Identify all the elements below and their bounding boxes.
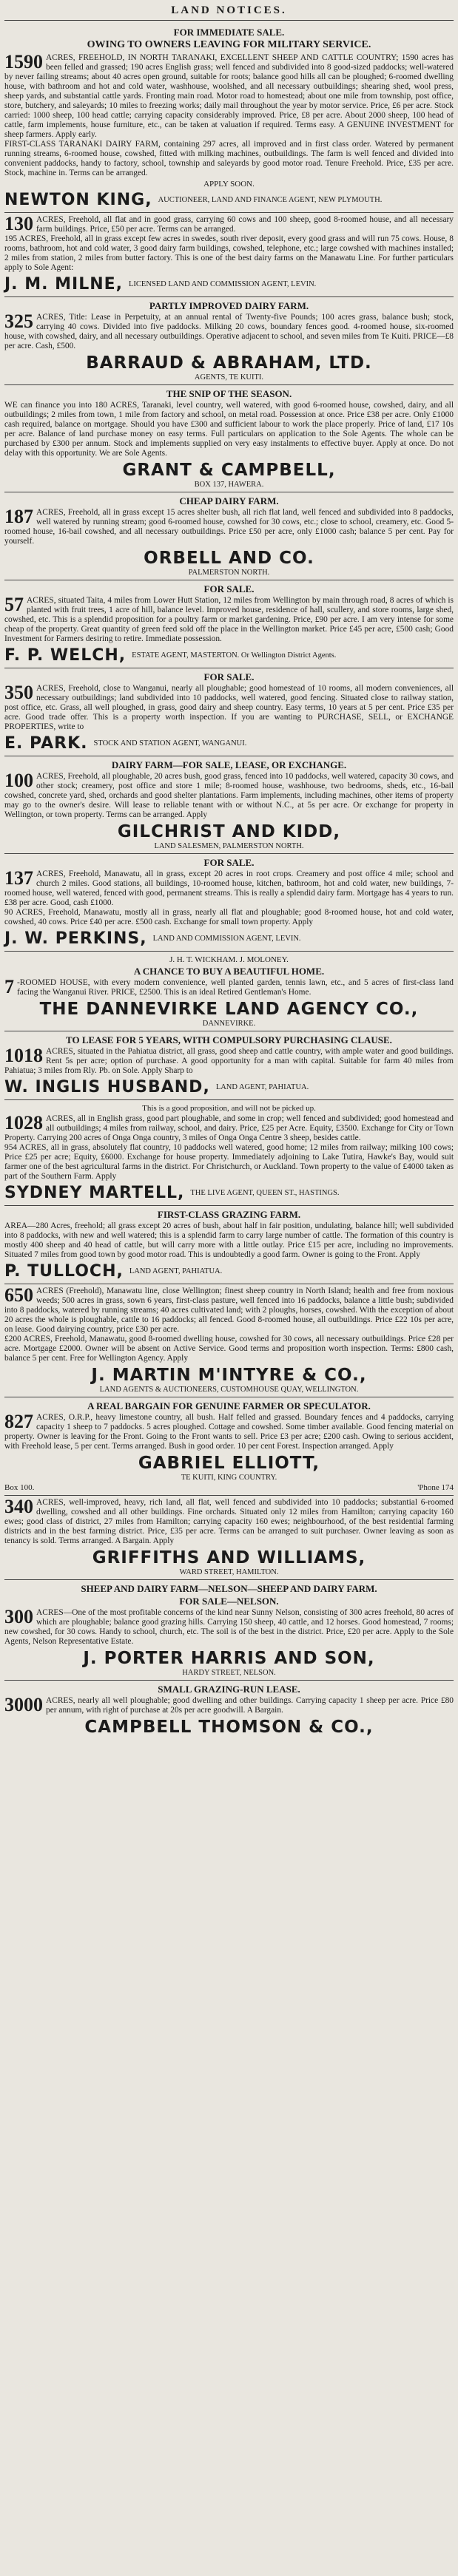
ad-cheap-dairy xyxy=(4,492,454,580)
ad-contact: APPLY SOON. xyxy=(203,180,255,189)
ad-body: 650 ACRES (Freehold), Manawatu line, close Wellington; finest sheep country in North Island; health and free from noxious weeds; 500 acres in grass, sown 6 years, first-class pasture, well fenced into 16 paddocks, balance a little bush; subdivided into 8 paddocks, watered by running streams; 40 acres cultivated land; with 2 ploughs, horses, cowshed. With the exception of about 20 acres the whole is ploughable, cattle to 16 paddocks; all fenced. Good 8-roomed house, all outbuildings. Price £22 10s per acre, on lease. Good dairying country, price £30 per acre. xyxy=(4,1284,454,1334)
ad-body: 187 ACRES, Freehold, all in grass except 15 acres shelter bush, all rich flat land, well fenced and subdivided into 8 paddocks, well watered by running stream; good 6-roomed house, cowshed for 30 cows, etc.; close to school, creamery, etc. Good 5-roomed house, 16-bail cowshed, and all necessary outbuildings. Price £50 per acre, only £1000 cash; balance 5 per cent. Pay for yourself. xyxy=(4,506,454,546)
ad-manawatu-137 xyxy=(4,854,454,952)
ad-north-taranaki xyxy=(4,24,454,213)
ad-body: 3000 ACRES, nearly all well ploughable; good dwelling and other buildings. Carrying capacity 1 sheep per acre. Price £80 per annum, with right of purchase at 20s per acre goodwill. A Bargain. xyxy=(4,1694,454,1715)
ad-heading: A CHANCE TO BUY A BEAUTIFUL HOME. xyxy=(133,966,325,977)
ad-subheading: OWING TO OWNERS LEAVING FOR MILITARY SERVICE. xyxy=(87,39,371,50)
ad-body: AREA—280 Acres, freehold; all grass except 20 acres of bush, about half in fair position, undulating, balance hill; well subdivided into 8 paddocks, with new and well watered; this is a splendid farm to carry large number of cattle. The formation of this country is mostly 400 sheep and 40 head of cattle, but will carry more with a little outlay. Price £15 per acre, including no improvements. Situated 7 miles from good town by good motor road. This is undoubtedly a good farm. Owner is going to the Front. Apply xyxy=(4,1221,454,1259)
ad-heading: FOR SALE. xyxy=(203,583,255,594)
agent-name: E. PARK. xyxy=(4,734,88,753)
agent-name: THE DANNEVIRKE LAND AGENCY CO., xyxy=(39,1000,419,1019)
ad-lease-5-years xyxy=(4,1031,454,1100)
ad-body: 137 ACRES, Freehold, Manawatu, all in grass, except 20 acres in root crops. Creamery and post office 4 mile; school and church 2 miles. Good stations, all buildings, 10-roomed house, kitchen, bathroom, hot and cold water, new buildings, 7-roomed house, well watered, fenced with good, permanent streams. This is really a splendid dairy farm. Mortgage has 4 years to run. £38 per acre. Good, cash £1000. xyxy=(4,867,454,907)
ad-lead-number: 340 xyxy=(4,1496,33,1517)
agent-name: GRIFFITHS AND WILLIAMS, xyxy=(92,1548,366,1567)
ad-grazing-farm xyxy=(4,1206,454,1284)
ad-heading: FOR IMMEDIATE SALE. xyxy=(173,27,285,38)
agent-block xyxy=(4,646,454,665)
agent-tag: LAND AGENTS & AUCTIONEERS, CUSTOMHOUSE QUAY, WELLINGTON. xyxy=(99,1386,359,1394)
ad-body: 130 ACRES, Freehold, all flat and in good grass, carrying 60 cows and 100 sheep, good 8-roomed house, and all necessary farm buildings. Price, £50 per acre. Terms can be arranged. xyxy=(4,213,454,234)
land-notices-column xyxy=(4,3,454,1741)
ad-body: 340 ACRES, well-improved, heavy, rich land, all flat, well fenced and subdivided into 10 paddocks; substantial 6-roomed dwelling, cowshed and all other buildings. Fine orchards. Situated only 12 miles from Hamilton; carrying capacity 160 ewes; good class of district, 27 miles from Hamilton; carrying capacity 160 ewes; neighbourhood, of the best residential farming districts and in the best farming district. Price, £35 per acre. Terms can be arranged to suit purchaser. Owner leaving as soon as tenancy is sold. Terms arranged. A Bargain. Apply xyxy=(4,1496,454,1545)
ad-body: 1018 ACRES, situated in the Pahiatua district, all grass, good sheep and cattle country, with ample water and good buildings. Rent 5s per acre; option of purchase. A good opportunity for a man with capital. Suitable for farm 40 miles from Pahiatua; 3 miles from Rly. Pb. on Sole. Apply Sharp to xyxy=(4,1045,454,1075)
divider xyxy=(4,20,454,21)
ad-body: 1590 ACRES, FREEHOLD, IN NORTH TARANAKI, EXCELLENT SHEEP AND CATTLE COUNTRY; 1590 acres has been felled and grassed; 190 acres English grass; well fenced and subdivided into 8 good-sized paddocks; well-watered by never failing streams; about 40 acres open ground, suitable for roots; balance good hills all can be ploughed; 6-roomed dwelling house, with bathroom and hot and cold water, washhouse, woolshed, and all necessary outbuildings; shearing shed, wool press, sheep yards, and substantial cattle yards. Fronting main road. Motor road to homestead; about one mile from township, post office, store, butchery, and saleyards; 10 miles to freezing works; daily mail throughout the year by motor service. Price, £6 per acre. Stock carried: 1000 sheep, 100 head cattle; carrying capacity considerably improved. Price, £8 per acre. About 2000 sheep, 100 head of cattle, farm implements, house furniture, etc., can be taken at valuation if required. Terms easy. A GENUINE INVESTMENT for sheep farmers. Apply early. xyxy=(4,51,454,139)
ad-body: 7 -ROOMED HOUSE, with every modern convenience, well planted garden, tennis lawn, etc., and 5 acres of first-class land facing the Wanganui River. PRICE, £2500. This is an ideal Retired Gentleman's Home. xyxy=(4,976,454,997)
agent-tag: LICENSED LAND AND COMMISSION AGENT, LEVIN. xyxy=(129,280,317,288)
ad-heading: FOR SALE. xyxy=(203,671,255,682)
ad-lead-number: 1028 xyxy=(4,1112,43,1133)
ad-heading: CHEAP DAIRY FARM. xyxy=(179,495,279,506)
masthead: LAND NOTICES. xyxy=(171,4,287,16)
agent-name: GRANT & CAMPBELL, xyxy=(122,461,336,480)
ad-lead-number: 3000 xyxy=(4,1694,43,1715)
ad-body: 350 ACRES, Freehold, close to Wanganui, nearly all ploughable; good homestead of 10 rooms, all modern conveniences, all necessary outbuildings; land subdivided into 10 paddocks, well watered, good fencing. Situated close to railway station, post office, etc. Grass, all well ploughed, in grass, good dairy and sheep country. Easy terms, 10 years at 5 per cent. Price £35 per acre. Good trade offer. This is a property worth inspection. If you are wanting to PURCHASE, SELL, or EXCHANGE PROPERTIES, write to xyxy=(4,682,454,731)
agent-tag: AUCTIONEER, LAND AND FINANCE AGENT, NEW PLYMOUTH. xyxy=(158,196,383,204)
ad-real-bargain xyxy=(4,1397,454,1496)
ad-hastings xyxy=(4,1100,454,1206)
ad-lead-number: 300 xyxy=(4,1606,33,1627)
ad-extra: 90 ACRES, Freehold, Manawatu, mostly all in grass, nearly all flat and ploughable; good 8-roomed house, hot and cold water, cowshed, 40 cows. Price £40 per acre. £500 cash. Exchange for small town property. Apply xyxy=(4,908,454,926)
ad-nelson xyxy=(4,1580,454,1681)
ad-extra: 195 ACRES, Freehold, all in grass except few acres in swedes, south river deposit, every good grass and will run 75 cows. House, 8 rooms, bathroom, hot and cold water, 3 good dairy farm buildings, cowshed, telephone, etc.; large cowshed with machines installed; 2 miles from station, 2 miles from butter factory. This is one of the best dairy farms on the Manawatu Line. For further particulars apply to Sole Agent: xyxy=(4,234,454,272)
agent-tag: BOX 137, HAWERA. xyxy=(194,481,264,489)
agent-block xyxy=(4,929,454,948)
agent-name: J. W. PERKINS, xyxy=(4,929,147,948)
ad-lead-number: 325 xyxy=(4,311,33,332)
ad-heading: TO LEASE FOR 5 YEARS, WITH COMPULSORY PURCHASING CLAUSE. xyxy=(66,1034,392,1045)
ad-manawatu-650 xyxy=(4,1284,454,1397)
agent-block xyxy=(4,1184,454,1202)
agent-name: GABRIEL ELLIOTT, xyxy=(138,1454,320,1473)
agent-name: P. TULLOCH, xyxy=(4,1262,124,1281)
agent-tag: THE LIVE AGENT, QUEEN ST., HASTINGS. xyxy=(190,1189,340,1197)
ad-lead-number: 1590 xyxy=(4,51,43,72)
ad-dairy-lease-exchange xyxy=(4,756,454,854)
agent-tag: LAND AGENT, PAHIATUA. xyxy=(129,1267,223,1275)
agent-name: J. M. MILNE, xyxy=(4,275,124,294)
ad-hamilton xyxy=(4,1496,454,1580)
agent-tag: AGENTS, TE KUITI. xyxy=(194,373,264,382)
ad-partly-improved xyxy=(4,297,454,385)
agent-block xyxy=(4,275,454,294)
ad-heading: SHEEP AND DAIRY FARM—NELSON—SHEEP AND DAIRY FARM. xyxy=(81,1583,377,1594)
ad-lead-number: 650 xyxy=(4,1284,33,1306)
ad-body: 827 ACRES, O.R.P., heavy limestone country, all bush. Half felled and grassed. Boundary fences and 4 paddocks, carrying capacity 1 sheep to 7 paddocks. 5 acres ploughed. Cottage and cowshed. Some timber available. Good fencing material on property. Owner is leaving for the Front. Going to the Front wants to sell. Price £3 per acre; £200 cash. Owing to serious accident, with Freehold lease, 5 per cent. Terms arranged. Bush in good order. 10 per cent Forest. Inspection arranged. Apply xyxy=(4,1411,454,1451)
agent-block xyxy=(4,191,454,209)
ad-snip-of-season xyxy=(4,385,454,492)
agent-name: NEWTON KING, xyxy=(4,191,152,209)
agent-name: GILCHRIST AND KIDD, xyxy=(117,822,341,841)
agent-name: W. INGLIS HUSBAND, xyxy=(4,1078,210,1097)
ad-extra: £200 ACRES, Freehold, Manawatu, good 8-roomed dwelling house, cowshed for 30 cows, all necessary outbuildings. Price £28 per acre. Mortgage £2000. Owner will be absent on Active Service. Good terms and proposition worth inspection. Terms: £800 cash, balance 5 per cent. Free for Wellington Agency. Apply xyxy=(4,1335,454,1363)
ad-lead-number: 130 xyxy=(4,213,33,234)
ad-contact: This is a good proposition, and will not be picked up. xyxy=(142,1104,316,1113)
ad-body: 100 ACRES, Freehold, all ploughable, 20 acres bush, good grass, fenced into 10 paddocks, well watered, capacity 30 cows, and other stock; creamery, post office and store 1 mile; 8-roomed house, washhouse, two bedrooms, sheds, etc., 16-bail cowshed, concrete yard, shed, orchards and good shelter plantations. Farm implements, including machines, other items of property may go to the owner's desire. Will lease to reliable tenant with or without N.C., at 5s per acre. Or exchange for property in Wellington, or town property. Terms can be arranged. Apply xyxy=(4,770,454,819)
agent-tag: ESTATE AGENT, MASTERTON. Or Wellington District Agents. xyxy=(132,651,337,660)
ad-heading: SMALL GRAZING-RUN LEASE. xyxy=(158,1684,300,1695)
agent-tag: WARD STREET, HAMILTON. xyxy=(179,1568,279,1576)
ad-heading: DAIRY FARM—FOR SALE, LEASE, OR EXCHANGE. xyxy=(111,759,347,770)
ad-beautiful-home xyxy=(4,952,454,1031)
ad-box: Box 100. xyxy=(4,1483,35,1492)
ad-lead-number: 187 xyxy=(4,506,33,527)
agent-name: J. MARTIN M'INTYRE & CO., xyxy=(91,1366,367,1385)
agent-name: ORBELL AND CO. xyxy=(144,549,314,568)
ad-lead-number: 100 xyxy=(4,770,33,791)
ad-body: 57 ACRES, situated Taita, 4 miles from Lower Hutt Station, 12 miles from Wellington by main through road, 8 acres of which is planted with fruit trees, 1 acre of hill, balance level. Improved house, residence of hall, scullery, and store rooms, large shed, cowshed, etc. This is a splendid proposition for a poultry farm or market gardening. Price, £90 per acre. I am very intense for some cheap of the property. Great quantity of green feed sold off the place in the Wellington market. Price £45 per acre, £500 cash; Good Investment for Farmers desiring to retire. Immediate possession. xyxy=(4,594,454,643)
agent-tag: HARDY STREET, NELSON. xyxy=(182,1669,276,1677)
ad-grazing-run xyxy=(4,1681,454,1741)
agent-block xyxy=(4,734,454,753)
ad-heading: A REAL BARGAIN FOR GENUINE FARMER OR SPECULATOR. xyxy=(87,1400,371,1411)
agent-name: F. P. WELCH, xyxy=(4,646,127,665)
ad-taita xyxy=(4,580,454,668)
ad-phone: 'Phone 174 xyxy=(417,1483,454,1492)
ad-body: 1028 ACRES, all in English grass, good part ploughable, and some in crop; well fenced and subdivided; good homestead and all outbuildings; 4 miles from railway, school, and dairy. Price, £25 per Acre. Equity, £3500. Exchange for City or Town Property. Carrying 200 acres of Onga Onga country, 3 miles of Onga Onga Centre 3 sheep, besides cattle. xyxy=(4,1112,454,1142)
agent-block xyxy=(4,1262,454,1281)
agent-tag: DANNEVIRKE. xyxy=(202,1020,256,1028)
ad-lead-number: 1018 xyxy=(4,1045,43,1066)
ad-lead-number: 350 xyxy=(4,682,33,703)
ad-contact-row xyxy=(4,1483,454,1492)
ad-body: 325 ACRES, Title: Lease in Perpetuity, at an annual rental of Twenty-five Pounds; 100 acres grass, balance bush; stock, carrying 40 cows. Divided into five paddocks. Milking 20 cows, boundary fences good. 4-roomed house, six-roomed house, with cowshed, dairy, and all necessary outbuildings. Operative adjacent to school, and seven miles from Te Kuiti. PRICE—£8 per acre. Cash, £500. xyxy=(4,311,454,350)
ad-wanganui xyxy=(4,668,454,756)
ad-heading: PARTLY IMPROVED DAIRY FARM. xyxy=(149,300,309,311)
agent-name: CAMPBELL THOMSON & CO., xyxy=(84,1718,374,1737)
agent-block xyxy=(4,1078,454,1097)
ad-lead-number: 827 xyxy=(4,1411,33,1432)
ad-extra: 954 ACRES, all in grass, absolutely flat country, 10 paddocks well watered, good home; 12 miles from railway; milking 100 cows; Price £25 per acre; Equity, £6000. Exchange for house property. Immediately adjoining to Lake Tutira, Hawke's Bay, would suit farmer one of the best agricultural farms in the district. For Christchurch, or Auckland. Town property to the value of £4000 taken as part of the Southern Farm. Apply xyxy=(4,1143,454,1181)
ad-extra: FIRST-CLASS TARANAKI DAIRY FARM, containing 297 acres, all improved and in first class order. Watered by permanent running streams, 6-roomed house, cowshed, fitted with milking machines, outbuildings. The farm is well fenced and divided into convenient paddocks, handy to factory, school, township and saleyards by good motor road. Tenure Freehold. Price, £35 per acre. Stock, machine in. Terms can be arranged. xyxy=(4,140,454,177)
ad-subheading: FOR SALE—NELSON. xyxy=(179,1596,279,1607)
agent-tag: LAND AND COMMISSION AGENT, LEVIN. xyxy=(152,935,301,943)
agent-tag: STOCK AND STATION AGENT, WANGANUI. xyxy=(93,739,247,748)
agent-tag: LAND AGENT, PAHIATUA. xyxy=(215,1083,309,1091)
agent-tag: LAND SALESMEN, PALMERSTON NORTH. xyxy=(154,842,304,850)
ad-heading: FIRST-CLASS GRAZING FARM. xyxy=(157,1209,301,1220)
ad-heading: FOR SALE. xyxy=(203,857,255,868)
ad-body: 300 ACRES—One of the most profitable concerns of the kind near Sunny Nelson, consisting of 300 acres freehold, 80 acres of which are ploughable; balance good grazing hills. Carrying 150 sheep, 40 cattle, and 12 horses. Good homestead, 7 rooms; new cowshed, for 30 cows. Handy to school, church, etc. The soil is of the best in the district. Price, £20 per acre. Apply to the Sole Agents, Nelson Representative Estate. xyxy=(4,1606,454,1646)
ad-130-acres xyxy=(4,213,454,297)
agent-tag: PALMERSTON NORTH. xyxy=(188,569,270,577)
ad-lead-number: 7 xyxy=(4,976,14,997)
ad-lead-number: 57 xyxy=(4,594,24,615)
agent-name: J. PORTER HARRIS AND SON, xyxy=(83,1649,375,1668)
ad-body: WE can finance you into 180 ACRES, Taranaki, level country, well watered, with good 6-roomed house, cowshed, dairy, and all outbuildings; 2 miles from town, 1 mile from factory and school, on metal road. Possession at once. Price £38 per acre. Only £1000 cash required, balance on mortgage. Should you have £300 and sufficient labour to work the place properly. Price of land, £17 10s per acre. Balance of land purchase money on easy terms. Full particulars on application to the Sole Agents. The whole can be purchased by £300 per annum. Stock and implements supplied on very easy instalments to effective buyer. Apply at once. Do not delay with this opportunity. We are Sole Agents. xyxy=(4,401,454,458)
agent-name: SYDNEY MARTELL, xyxy=(4,1184,185,1202)
ad-contact: J. H. T. WICKHAM. J. MOLONEY. xyxy=(169,955,289,964)
agent-tag: TE KUITI, KING COUNTRY. xyxy=(181,1474,277,1482)
ad-heading: THE SNIP OF THE SEASON. xyxy=(166,388,292,399)
ad-lead-number: 137 xyxy=(4,867,33,889)
agent-name: BARRAUD & ABRAHAM, LTD. xyxy=(86,353,372,373)
